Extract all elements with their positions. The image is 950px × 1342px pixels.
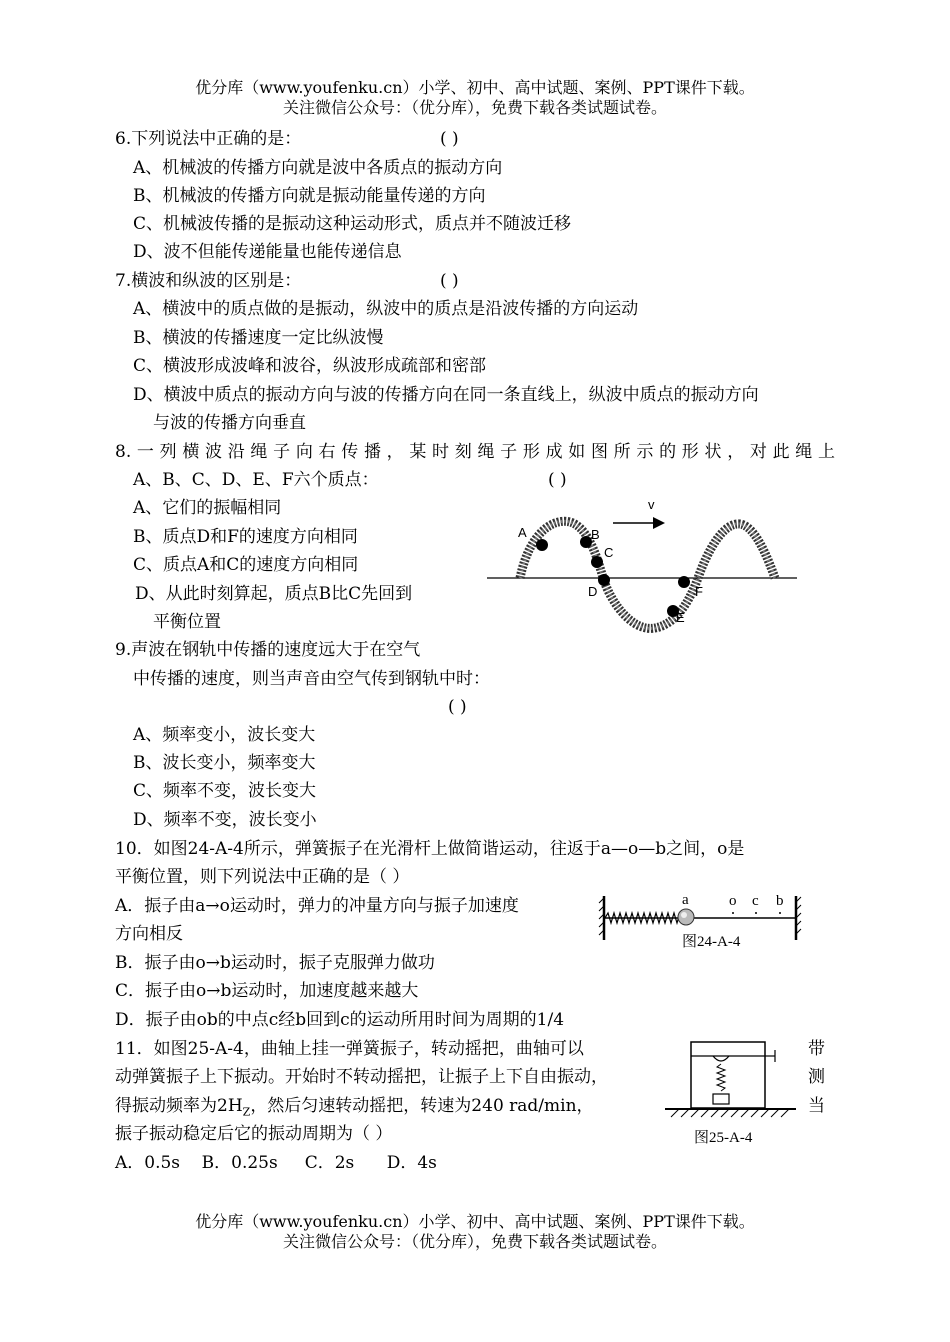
q7-option-d-cont: 与波的传播方向垂直 [153,413,306,433]
q8-option-c: C、质点A和C的速度方向相同 [133,555,359,575]
q9-option-b: B、波长变小，频率变大 [133,753,316,773]
q6-answer-paren: ( ) [440,129,459,149]
label-c: c [752,893,759,909]
q8-stem-line1: 8.一列横波沿绳子向右传播，某时刻绳子形成如图所示的形状，对此绳上 [115,442,835,462]
q8-option-b: B、质点D和F的速度方向相同 [133,527,358,547]
point-a-label: A [518,525,527,540]
crank-bend [713,1056,729,1061]
q8-answer-paren: ( ) [548,470,567,490]
q9-option-c: C、频率不变，波长变大 [133,781,317,801]
point-e-label: E [676,610,685,625]
velocity-arrow-head [653,517,665,529]
q10-stem-line1: 10．如图24-A-4所示，弹簧振子在光滑杆上做简谐运动，往返于a—o—b之间，o是 [115,839,745,859]
oscillator-block [713,1094,729,1104]
q11-line4: 振子振动稳定后它的振动周期为（ ） [115,1124,393,1144]
point-f-label: F [695,584,703,599]
q11-line2: 动弹簧振子上下振动。开始时不转动摇把，让振子上下自由振动， [115,1067,608,1087]
q9-stem-line2: 中传播的速度，则当声音由空气传到钢轨中时： [133,669,490,689]
q11-line3-end: 当 [808,1096,825,1116]
q10-option-d: D．振子由ob的中点c经b回到c的运动所用时间为周期的1/4 [115,1010,565,1030]
q6-option-d: D、波不但能传递能量也能传递信息 [133,242,402,262]
q10-stem-line2: 平衡位置，则下列说法中正确的是（ ） [115,867,410,887]
q7-option-a: A、横波中的质点做的是振动，纵波中的质点是沿波传播的方向运动 [133,299,639,319]
mark-c [755,912,757,914]
footer-line-1: 优分库（www.youfenku.cn）小学、初中、高中试题、案例、PPT课件下载。 [195,1212,755,1231]
q7-answer-paren: ( ) [440,271,459,291]
ground-hatch [671,1109,789,1117]
label-o: o [729,893,737,909]
figure-24-caption: 图24-A-4 [682,934,741,950]
mark-b [779,912,781,914]
label-a: a [682,892,689,908]
header-line-1: 优分库（www.youfenku.cn）小学、初中、高中试题、案例、PPT课件下载。 [195,78,755,97]
figure-25-caption: 图25-A-4 [694,1130,753,1146]
q10-option-a-cont: 方向相反 [115,924,183,944]
q11-line3 [115,1095,594,1123]
wave-rope-texture [520,521,775,628]
q9-answer-paren: ( ) [448,697,467,717]
velocity-label: v [648,497,655,512]
q6-option-c: C、机械波传播的是振动这种运动形式，质点并不随波迁移 [133,214,572,234]
q11-line1-end: 带 [808,1039,825,1059]
q6-stem: 6.下列说法中正确的是： [115,129,302,149]
point-d-dot [598,574,610,586]
q9-stem-line1: 9.声波在钢轨中传播的速度远大于在空气 [115,640,421,660]
q10-option-c: C．振子由o→b运动时，加速度越来越大 [115,981,419,1001]
point-c-dot [591,556,603,568]
label-b: b [776,893,784,909]
point-c-label: C [604,545,614,560]
crankshaft-oscillator-figure [663,1036,798,1128]
q11-line3-sub: Z [242,1105,251,1119]
q8-option-d-cont: 平衡位置 [153,612,221,632]
q11-line2-end: 测 [808,1067,825,1087]
transverse-wave-figure [485,490,805,640]
vertical-spring [717,1064,725,1091]
q7-stem: 7.横波和纵波的区别是： [115,271,302,291]
q8-option-d: D、从此时刻算起，质点B比C先回到 [135,584,413,604]
oscillator-ball-highlight [681,912,687,918]
q11-options: A．0.5s B．0.25s C．2s D．4s [115,1153,437,1173]
wave-rope [520,521,775,628]
q7-option-d: D、横波中质点的振动方向与波的传播方向在同一条直线上，纵波中质点的振动方向 [133,385,759,405]
mark-o [732,912,734,914]
q10-option-b: B．振子由o→b运动时，振子克服弹力做功 [115,953,435,973]
point-f-dot [678,576,690,588]
q10-option-a: A．振子由a→o运动时，弹力的冲量方向与振子加速度 [115,896,519,916]
q9-option-d: D、频率不变，波长变小 [133,810,317,830]
footer-line-2: 关注微信公众号：（优分库），免费下载各类试题试卷。 [282,1232,667,1251]
q6-option-b: B、机械波的传播方向就是振动能量传递的方向 [133,186,486,206]
point-a-dot [536,539,548,551]
point-b-label: B [591,527,600,542]
q11-line3-pre: 得振动频率为2H [115,1096,243,1116]
q7-option-c: C、横波形成波峰和波谷，纵波形成疏部和密部 [133,356,487,376]
q11-line3-post: ，然后匀速转动摇把，转速为240 rad/min， [250,1096,594,1116]
q6-option-a: A、机械波的传播方向就是波中各质点的振动方向 [133,158,503,178]
q8-option-a: A、它们的振幅相同 [133,498,282,518]
q7-option-b: B、横波的传播速度一定比纵波慢 [133,328,384,348]
q8-stem-line2: A、B、C、D、E、F六个质点： [133,470,379,490]
q9-option-a: A、频率变小，波长变大 [133,725,316,745]
header-line-2: 关注微信公众号：（优分库），免费下载各类试题试卷。 [282,98,667,117]
q11-line1: 11．如图25-A-4，曲轴上挂一弹簧振子，转动摇把，曲轴可以 [115,1039,584,1059]
point-d-label: D [588,584,598,599]
